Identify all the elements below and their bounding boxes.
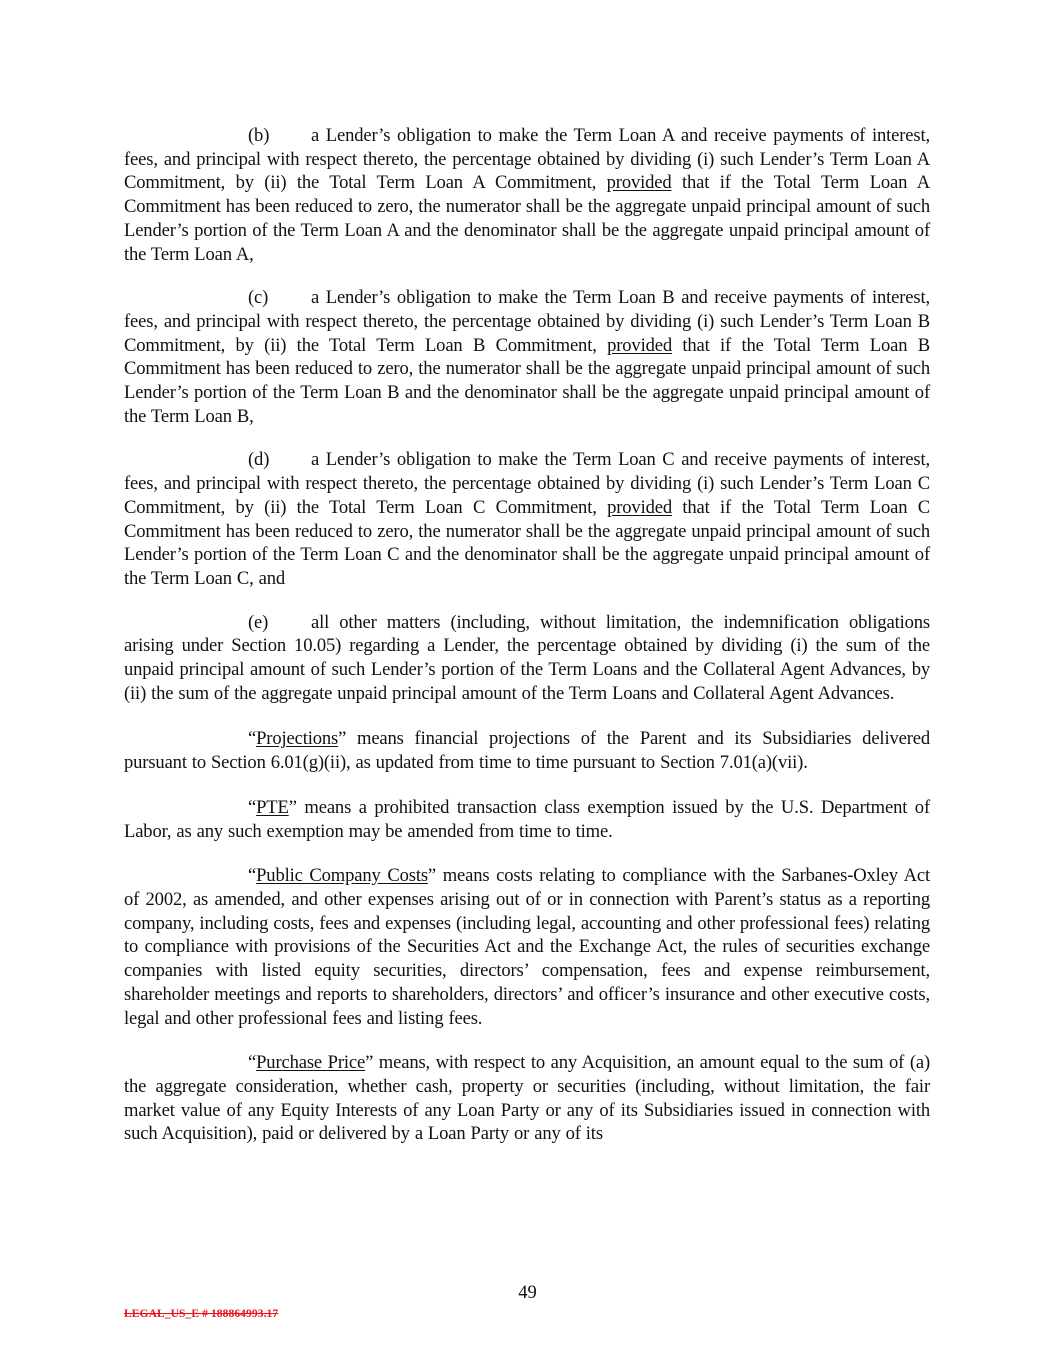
definition-pte: “PTE” means a prohibited transaction class exemption issued by the U.S. Department of Labor, as any such exemption may be amended from time to time.	[124, 796, 930, 842]
definition-text: means a prohibited transaction class exemption issued by the U.S. Department of Labor, as any such exemption may be amended from time to time.	[124, 796, 930, 842]
definition-projections: “Projections” means financial projections of the Parent and its Subsidiaries delivered pursuant to Section 6.01(g)(ii), as updated from time to time pursuant to Section 7.01(a)(vii).	[124, 728, 930, 774]
defined-term: Public Company Costs	[256, 865, 428, 887]
defined-term: PTE	[256, 796, 289, 818]
document-id-footer: LEGAL_US_E # 188864993.17	[124, 1308, 279, 1320]
definition-purchase-price: “Purchase Price” means, with respect to any Acquisition, an amount equal to the sum of (a) the aggregate consideration, whether cash, property or securities (including, without limitation, the fair market value of any Equity Interests of any Loan Party or any of its Subsidiaries issued in connection with such Acquisition), paid or delivered by a Loan Party or any of its	[124, 1052, 931, 1145]
provided-term: provided	[607, 334, 672, 356]
clause-text: all other matters (including, without limitation, the indemnification obligations arising under Section 10.05) regarding a Lender, the percentage obtained by dividing (i) the sum of the unpaid principal amount of such Lender’s portion of the Term Loans and the Collateral Agent Advances, by (ii) the sum of the aggregate unpaid principal amount of the Term Loans and Collateral Agent Advances.	[124, 611, 930, 704]
definition-text: means costs relating to compliance with the Sarbanes-Oxley Act of 2002, as amended, and other expenses arising out of or in connection with Parent’s status as a reporting company, including costs, fees and expenses (including legal, accounting and other professional fees) relating to compliance with provisions of the Securities Act and the Exchange Act, the rules of securities exchange companies with listed equity securities, directors’ compensation, fees and expense reimbursement, shareholder meetings and reports to shareholders, directors’ and officer’s insurance and other executive costs, legal and other professional fees and listing fees.	[124, 865, 930, 1029]
provided-term: provided	[607, 496, 672, 518]
clause-text: a Lender’s obligation to make the Term Loan A and receive payments of interest, fees, and principal with respect thereto, the percentage obtained by dividing (i) such Lender’s Term Loan A Commitment, by (ii) the Total Term Loan A Commitment,	[124, 125, 930, 194]
clause-label: (b)	[248, 125, 270, 146]
clause-b	[124, 124, 930, 266]
definition-text: means, with respect to any Acquisition, an amount equal to the sum of (a) the aggregate consideration, whether cash, property or securities (including, without limitation, the fair market value of any Equity Interests of any Loan Party or any of its Subsidiaries issued in connection with such Acquisition), paid or delivered by a Loan Party or any of its	[124, 1052, 931, 1145]
clause-label: (e)	[248, 611, 269, 633]
page-number: 49	[518, 1282, 537, 1303]
clause-label: (d)	[248, 449, 270, 471]
definition-public-company-costs: “Public Company Costs” means costs relating to compliance with the Sarbanes-Oxley Act of 2002, as amended, and other expenses arising out of or in connection with Parent’s status as a reporting company, including costs, fees and expenses (including legal, accounting and other professional fees) relating to compliance with provisions of the Securities Act and the Exchange Act, the rules of securities exchange companies with listed equity securities, directors’ compensation, fees and expense reimbursement, shareholder meetings and reports to shareholders, directors’ and officer’s insurance and other executive costs, legal and other professional fees and listing fees.	[124, 865, 930, 1029]
clause-c	[124, 286, 930, 428]
clause-e	[124, 611, 930, 706]
clause-text: a Lender’s obligation to make the Term Loan B and receive payments of interest, fees, and principal with respect thereto, the percentage obtained by dividing (i) such Lender’s Term Loan B Commitment, by (ii) the Total Term Loan B Commitment,	[124, 287, 930, 356]
clause-text: a Lender’s obligation to make the Term Loan C and receive payments of interest, fees, and principal with respect thereto, the percentage obtained by dividing (i) such Lender’s Term Loan C Commitment, by (ii) the Total Term Loan C Commitment,	[124, 449, 930, 518]
clause-d	[124, 448, 930, 590]
clause-text-after: that if the Total Term Loan A Commitment has been reduced to zero, the numerator shall be the aggregate unpaid principal amount of such Lender’s portion of the Term Loan A and the denominator shall be the aggregate unpaid principal amount of the Term Loan A,	[124, 172, 930, 265]
clause-text-after: that if the Total Term Loan B Commitment has been reduced to zero, the numerator shall be the aggregate unpaid principal amount of such Lender’s portion of the Term Loan B and the denominator shall be the aggregate unpaid principal amount of the Term Loan B,	[124, 334, 930, 427]
definition-text: means financial projections of the Parent and its Subsidiaries delivered pursuant to Section 6.01(g)(ii), as updated from time to time pursuant to Section 7.01(a)(vii).	[124, 728, 930, 774]
document-page	[124, 124, 930, 1166]
provided-term: provided	[606, 172, 672, 194]
clause-text-after: that if the Total Term Loan C Commitment has been reduced to zero, the numerator shall be the aggregate unpaid principal amount of such Lender’s portion of the Term Loan C and the denominator shall be the aggregate unpaid principal amount of the Term Loan C, and	[124, 496, 930, 589]
clause-label: (c)	[248, 287, 269, 309]
defined-term: Purchase Price	[256, 1052, 366, 1074]
defined-term: Projections	[256, 728, 339, 750]
